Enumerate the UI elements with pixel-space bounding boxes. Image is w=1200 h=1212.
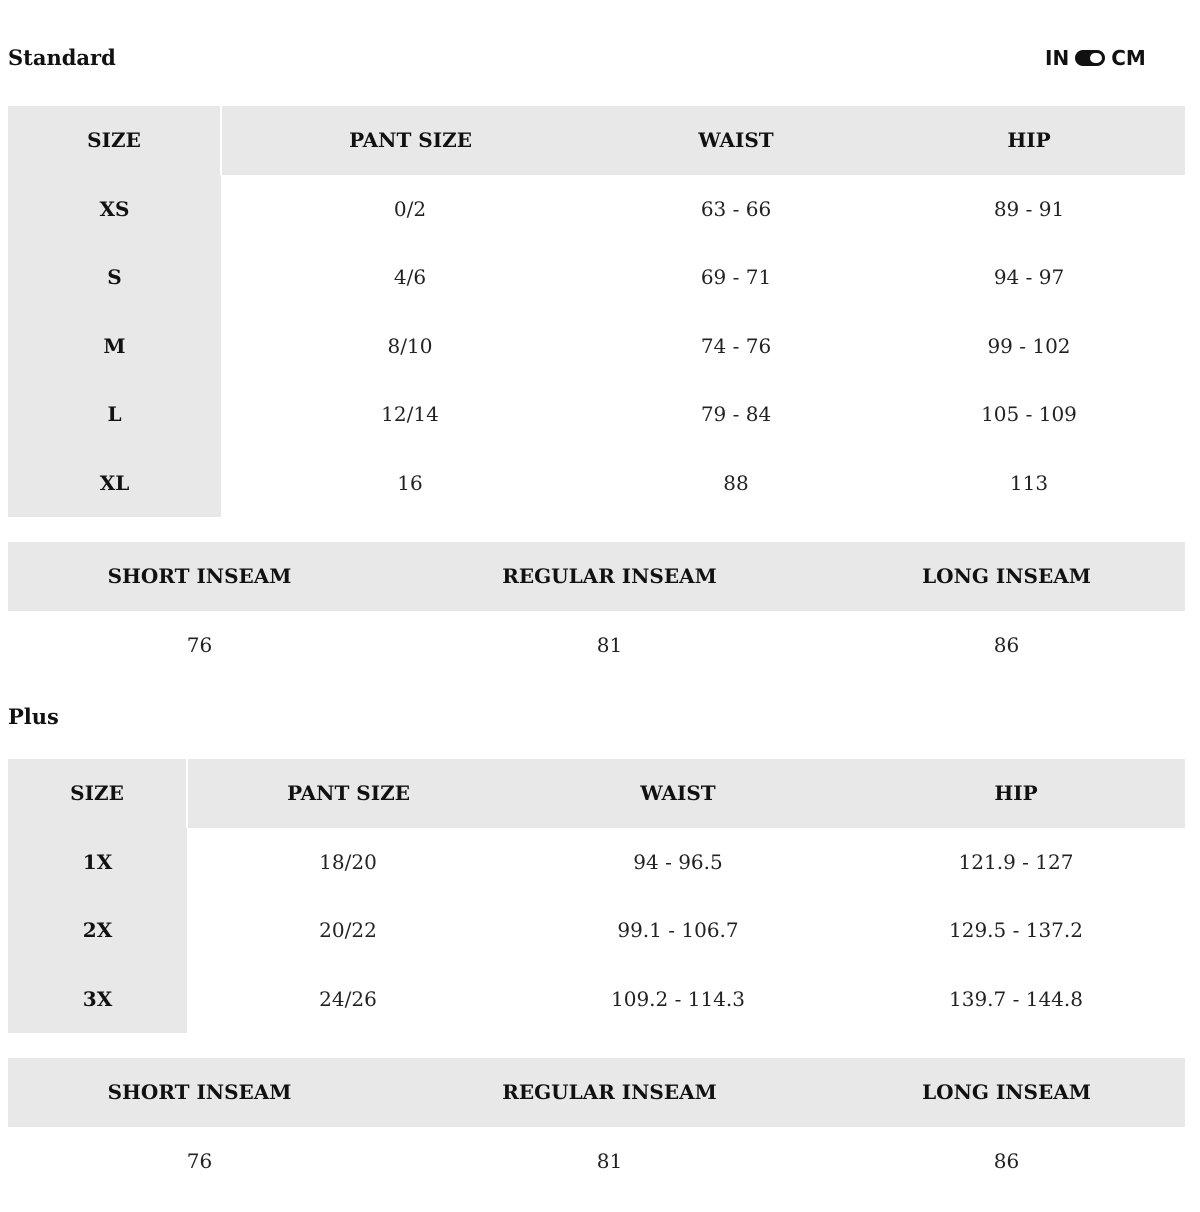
plus-inseam-table	[8, 1058, 1185, 1195]
table-row	[8, 243, 1185, 312]
hip-cell: 89 - 91	[993, 196, 1065, 221]
unit-toggle[interactable]	[1045, 44, 1146, 72]
table-row	[8, 611, 1185, 680]
column-header-hip: HIP	[873, 106, 1185, 175]
regular-inseam-cell: 81	[596, 632, 623, 657]
long-inseam-cell: 86	[993, 1148, 1020, 1173]
hip-cell: 105 - 109	[981, 402, 1077, 427]
switch-knob	[1090, 53, 1102, 63]
standard-inseam-table	[8, 542, 1185, 679]
pant-size-cell: 4/6	[393, 265, 427, 290]
column-header-hip: HIP	[847, 759, 1185, 828]
standard-title: Standard	[8, 45, 116, 70]
size-cell: 2X	[8, 896, 187, 965]
pant-size-cell: 24/26	[319, 986, 377, 1011]
waist-cell: 69 - 71	[700, 265, 772, 290]
column-header-size: SIZE	[8, 759, 187, 828]
column-header-short-inseam: SHORT INSEAM	[8, 1058, 391, 1127]
column-header-regular-inseam: REGULAR INSEAM	[391, 1058, 828, 1127]
column-header-long-inseam: LONG INSEAM	[828, 1058, 1185, 1127]
column-header-waist: WAIST	[509, 759, 847, 828]
table-row	[8, 896, 1185, 965]
table-row	[8, 1127, 1185, 1196]
unit-in-label[interactable]: IN	[1045, 46, 1070, 70]
table-row	[8, 965, 1185, 1034]
plus-size-table	[8, 759, 1185, 1033]
column-header-pant-size: PANT SIZE	[187, 759, 509, 828]
size-cell: L	[8, 380, 221, 449]
size-cell: S	[8, 243, 221, 312]
size-cell: 1X	[8, 828, 187, 897]
regular-inseam-cell: 81	[596, 1148, 623, 1173]
unit-cm-label[interactable]: CM	[1111, 46, 1146, 70]
column-header-waist: WAIST	[599, 106, 873, 175]
inseam-header-row	[8, 542, 1185, 611]
short-inseam-cell: 76	[186, 632, 213, 657]
short-inseam-cell: 76	[186, 1148, 213, 1173]
hip-cell: 99 - 102	[987, 333, 1071, 358]
table-header-row	[8, 759, 1185, 828]
column-header-size: SIZE	[8, 106, 221, 175]
column-header-regular-inseam: REGULAR INSEAM	[391, 542, 828, 611]
pant-size-cell: 16	[397, 470, 423, 495]
unit-switch[interactable]	[1075, 50, 1105, 66]
size-cell: XL	[8, 449, 221, 518]
table-row	[8, 449, 1185, 518]
waist-cell: 109.2 - 114.3	[611, 986, 745, 1011]
size-cell: 3X	[8, 965, 187, 1034]
hip-cell: 139.7 - 144.8	[949, 986, 1083, 1011]
inseam-header-row	[8, 1058, 1185, 1127]
column-header-short-inseam: SHORT INSEAM	[8, 542, 391, 611]
waist-cell: 99.1 - 106.7	[617, 918, 739, 943]
table-header-row	[8, 106, 1185, 175]
hip-cell: 121.9 - 127	[958, 849, 1074, 874]
long-inseam-cell: 86	[993, 632, 1020, 657]
hip-cell: 94 - 97	[993, 265, 1065, 290]
pant-size-cell: 0/2	[393, 196, 427, 221]
table-row	[8, 175, 1185, 244]
hip-cell: 113	[1009, 470, 1049, 495]
waist-cell: 94 - 96.5	[633, 849, 723, 874]
column-header-pant-size: PANT SIZE	[221, 106, 599, 175]
size-cell: M	[8, 312, 221, 381]
pant-size-cell: 18/20	[319, 849, 377, 874]
size-cell: XS	[8, 175, 221, 244]
pant-size-cell: 12/14	[381, 402, 439, 427]
table-row	[8, 380, 1185, 449]
standard-size-table	[8, 106, 1185, 517]
waist-cell: 74 - 76	[700, 333, 772, 358]
pant-size-cell: 20/22	[319, 918, 377, 943]
plus-title: Plus	[8, 704, 59, 729]
column-header-long-inseam: LONG INSEAM	[828, 542, 1185, 611]
waist-cell: 63 - 66	[700, 196, 772, 221]
waist-cell: 79 - 84	[700, 402, 772, 427]
table-row	[8, 312, 1185, 381]
hip-cell: 129.5 - 137.2	[949, 918, 1083, 943]
waist-cell: 88	[723, 470, 749, 495]
table-row	[8, 828, 1185, 897]
pant-size-cell: 8/10	[387, 333, 433, 358]
